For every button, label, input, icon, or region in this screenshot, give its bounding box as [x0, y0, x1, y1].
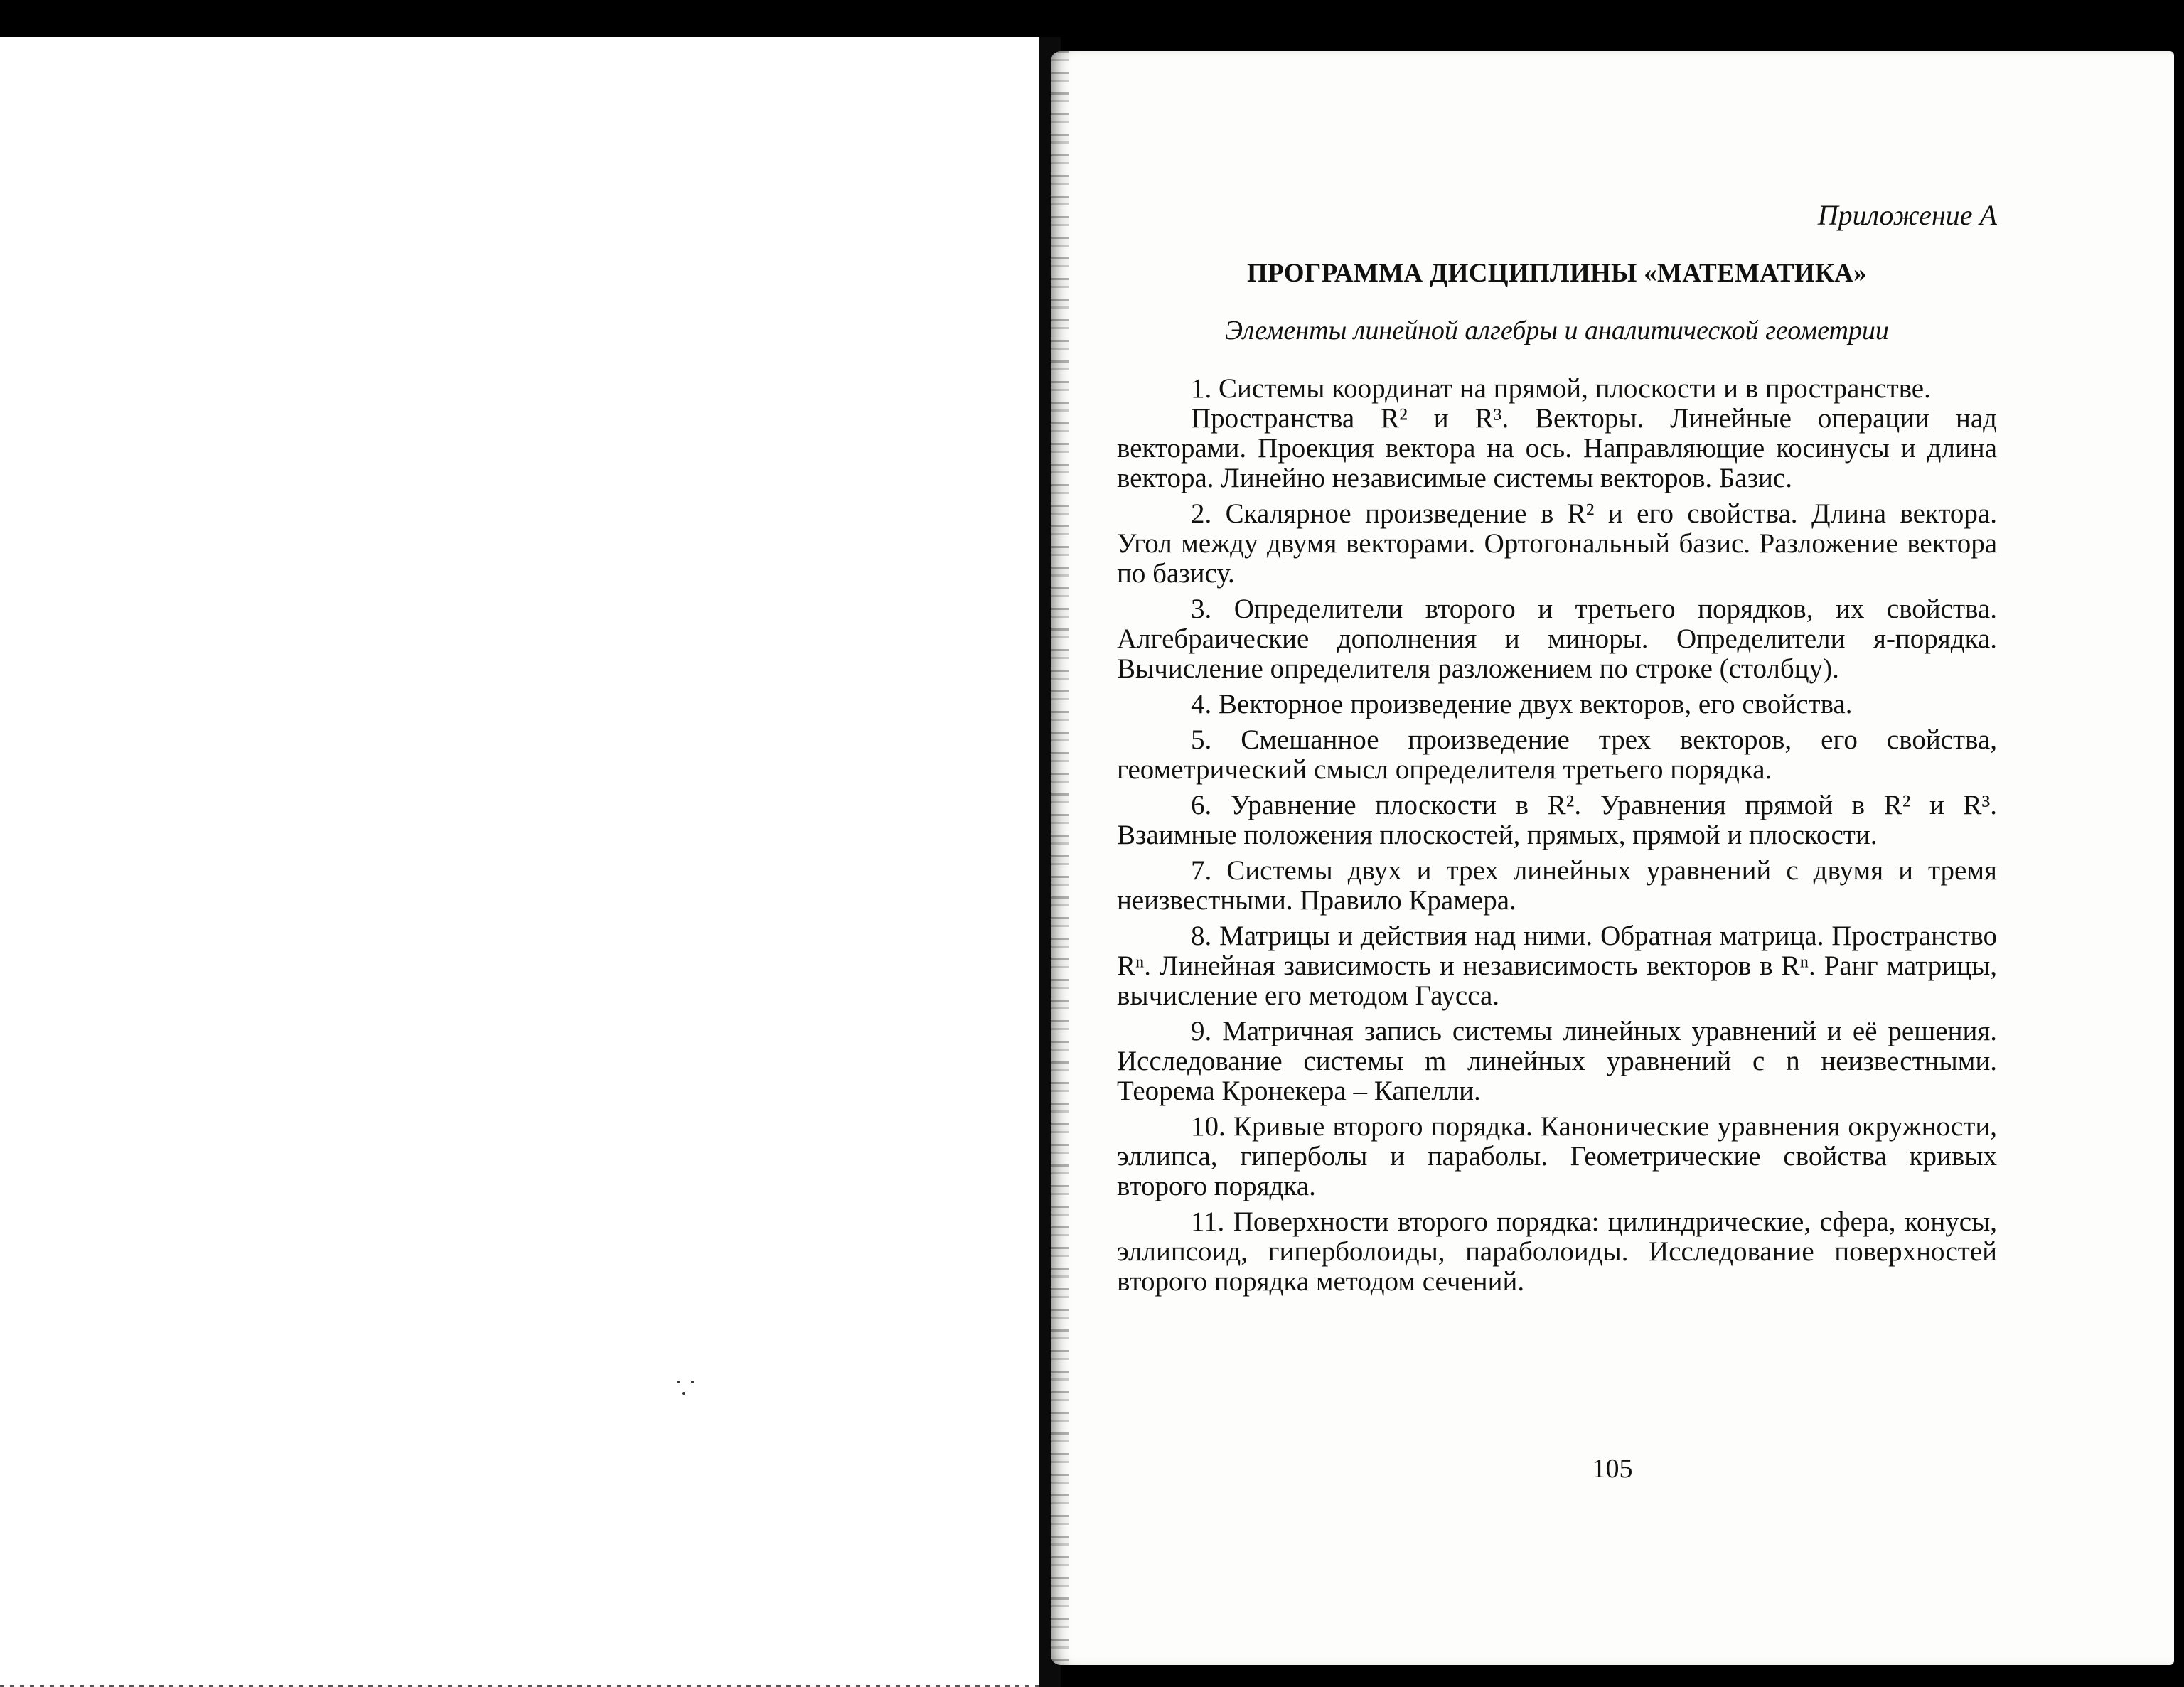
page-content — [1117, 200, 1997, 1302]
list-item-5 — [1117, 725, 1997, 785]
left-blank-page — [0, 37, 1039, 1687]
list-item-2 — [1117, 499, 1997, 589]
list-item-text: 10. Кривые второго порядка. Канонические уравнения окружности, эллипса, гиперболы и параболы. Геометрические свойства кривых второго порядка. — [1117, 1111, 1997, 1201]
list-item-6 — [1117, 791, 1997, 850]
list-item-text: 8. Матрицы и действия над ними. Обратная матрица. Пространство Rⁿ. Линейная зависимость и независимость векторов в Rⁿ. Ранг матрицы, вычисление его методом Гаусса. — [1117, 921, 1997, 1011]
list-item-text: 3. Определители второго и третьего порядков, их свойства. Алгебраические дополнения и миноры. Определители я-порядка. Вычисление определителя разложением по строке (столбцу). — [1117, 594, 1997, 684]
list-item-text: 4. Векторное произведение двух векторов, его свойства. — [1191, 689, 1853, 719]
list-item-text: 5. Смешанное произведение трех векторов, его свойства, геометрический смысл определителя третьего порядка. — [1117, 724, 1997, 785]
binding-shadow — [1051, 51, 1069, 1665]
list-item-3 — [1117, 594, 1997, 684]
section-heading: Элементы линейной алгебры и аналитической геометрии — [1225, 316, 1889, 346]
list-item-10 — [1117, 1112, 1997, 1201]
scan-speckles — [675, 1379, 704, 1401]
list-item-4 — [1117, 690, 1997, 719]
list-item-1 — [1117, 374, 1997, 493]
document-title: ПРОГРАММА ДИСЦИПЛИНЫ «МАТЕМАТИКА» — [1247, 259, 1867, 288]
list-item-11 — [1117, 1207, 1997, 1297]
list-item-text: 11. Поверхности второго порядка: цилиндрические, сфера, конусы, эллипсоид, гиперболоиды, параболоиды. Исследование поверхностей второго порядка методом сечений. — [1117, 1206, 1997, 1297]
appendix-label: Приложение А — [1817, 199, 1997, 231]
list-item-text: 7. Системы двух и трех линейных уравнений с двумя и тремя неизвестными. Правило Крамера. — [1117, 855, 1997, 916]
right-page — [1051, 51, 2174, 1665]
list-item-text: 2. Скалярное произведение в R² и его свойства. Длина вектора. Угол между двумя векторами. Ортогональный базис. Разложение вектора по базису. — [1117, 498, 1997, 589]
list-item-9 — [1117, 1017, 1997, 1106]
list-item-continuation: Пространства R² и R³. Векторы. Линейные операции над векторами. Проекция вектора на ось. Направляющие косинусы и длина вектора. Линейно независимые системы векторов. Базис. — [1117, 403, 1997, 493]
list-item-7 — [1117, 856, 1997, 916]
page-number: 105 — [1592, 1454, 1633, 1484]
list-item-text: 6. Уравнение плоскости в R². Уравнения прямой в R² и R³. Взаимные положения плоскостей, прямых, прямой и плоскости. — [1117, 790, 1997, 850]
list-item-text: 1. Системы координат на прямой, плоскости и в пространстве. — [1191, 373, 1931, 404]
scanner-top-band — [0, 0, 2184, 43]
list-item-text: 9. Матричная запись системы линейных уравнений и её решения. Исследование системы m линейных уравнений с n неизвестными. Теорема Кронекера – Капелли. — [1117, 1016, 1997, 1106]
list-item-8 — [1117, 921, 1997, 1011]
